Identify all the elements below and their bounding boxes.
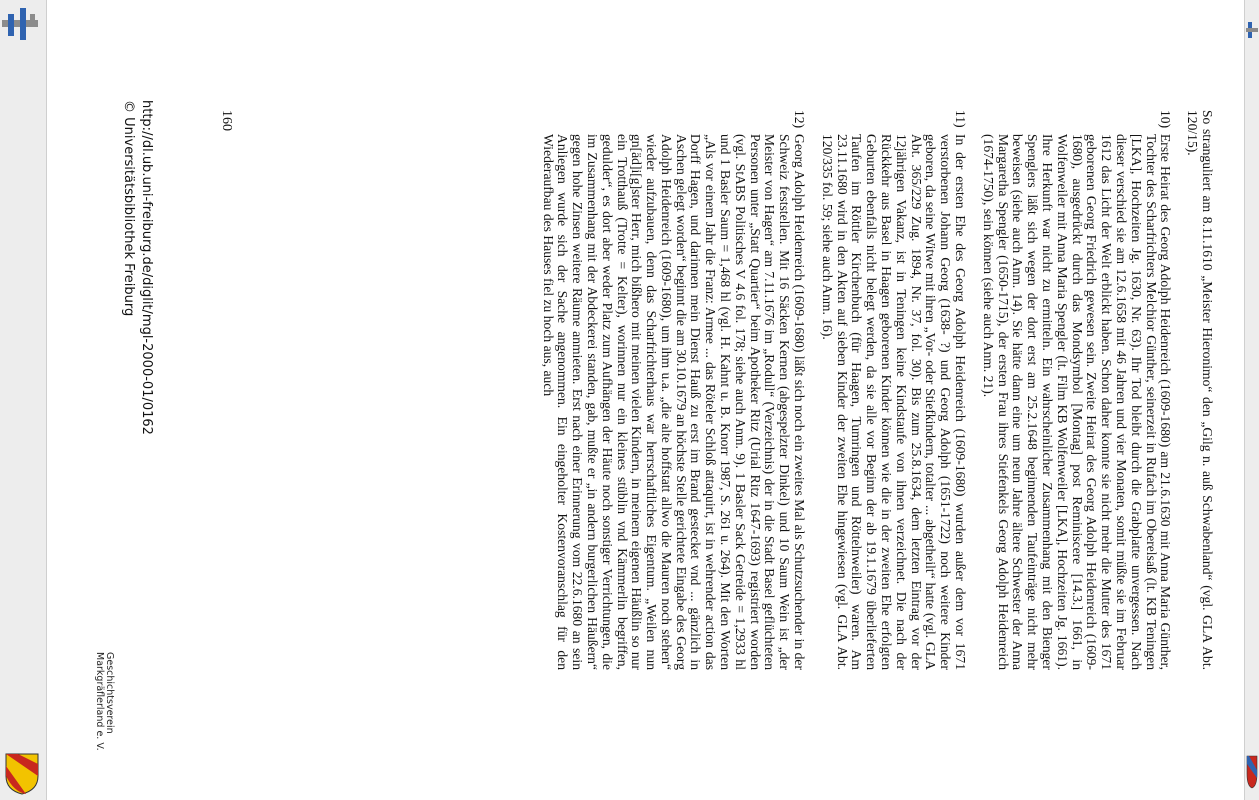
publisher-line-1: Geschichtsverein [104,652,115,734]
coat-of-arms-icon [2,752,42,796]
footnote-11 [819,110,967,670]
intro-paragraph: So stranguliert am 8.11.1610 „Meister Hieronimo“ den „Gilg n. auß Schwabenland“ (vgl. GLA Abt. 120/15). [1185,110,1215,670]
publisher-name [94,652,114,751]
ub-freiburg-logo-icon [1246,20,1258,40]
left-gutter [0,0,47,800]
footnote-12 [540,110,806,670]
rotated-page [64,10,1244,790]
footnote-number: 10) [1158,110,1174,129]
document-viewport[interactable] [64,10,1244,790]
page-text [527,110,1214,670]
permalink-url[interactable]: http://dl.ub.uni-freiburg.de/diglit/mgl-2000-01/0162 [139,100,154,435]
footnote-number: 12) [792,110,808,129]
footnote-number: 11) [953,110,969,128]
footnote-text: Georg Adolph Heidenreich (1609-1680) läßt sich noch ein zweites Mal als Schutzsuchender in der Schweiz feststellen. Mit 16 Säcken Kernen (abgespelzter Dinkel) und 10 Saum Wein ist „der Meister von Hagen“ am 7.11.1676 im „Rodull“ (Verzeichnis) der in die Stadt Basel geflüchteten Personen unter „Statt Quartier“ beim Apotheker Ritz (Urial Ritz 1647-1693) registriert worden (vgl. StABS Politisches V 4.6 fol. 178; siehe auch Anm. 9). 1 Basler Sack Getreide = 1,2933 hl und 1 Basler Saum = 1,468 hl (vgl. H. Kahnt u. B. Knorr 1987, S. 261 u. 264). Mit den Worten „Als vor einem Jahr die Franz: Armee ... das Röteler Schloß attaquirt, ist in wehrender action das Dorff Hagen, und darinnen mein Dienst Hauß zu erst im Brand gestecket vnd ... gänzlich in Aschen gelegt worden“ beginnt die am 30.10.1679 an höchste Stelle gerichtete Eingabe des Georg Adolph Heidenreich (1609-1680), um ihm u.a. „die alte hoffstatt allwo die Mauren noch stehen“ wieder aufzubauen, denn das Scharfrichterhaus war herrschaftliches Eigentum. „Weilen nun gn[äd]i[g]ster Herr, mich bißhero mit meinen vielen Kindern, in meinem eigenen Häußlin so nur ein Trotthauß (Trotte = Kelter), worinnen nur ein kleines stüblin vnd Kämmerlin begriffen, gedulder“, es dort aber weder Platz zum Aufhängen der Häute noch sonstiger Verrichtungen, die im Zusammenhang mit der Abdeckerei standen, gab, mußte er „in andern burgerlichen Häußern“ gegen hohe Zinsen weitere Räume anmieten. Erst nach einer Erinnerung vom 22.6.1680 an sein Anliegen wurde sich der Sache angenommen. Ein eingeholter Kostenvoranschlag für den Wiederaufbau des Hauses fiel zu hoch aus, auch [540,134,808,670]
right-gutter [1244,0,1259,800]
footnote-text: Erste Heirat des Georg Adolph Heidenreich (1609-1680) am 21.6.1630 mit Anna Maria Günther, Tochter des Scharfrichters Melchior Günther, seinerzeit in Rufach im Oberelsaß (lt. KB Teningen [LKA], Hochzeiten Jg. 1630, Nr. 63). Ihr Tod bleibt durch die Grabplatte unvergessen. Nach dieser verschied sie am 12.6.1658 mit 46 Jahren und vier Monaten, somit müßte sie im Februar 1612 das Licht der Welt erblickt haben. Schon daher konnte sie nicht mehr die Mutter des 1671 geborenen Georg Friedrich gewesen sein. Zweite Heirat des Georg Adolph Heidenreich (1609-1680), ausgedrückt durch das Mondsymbol [Montag] post Reminiscere [14.3.] 1661, in Wolfenweiler mit Anna Maria Spengler (lt. Film KB Wolfenweiler [LKA], Hochzeiten Jg. 1661). Ihre Herkunft war nicht zu ermitteln. Ein wahrscheinlicher Zusammenhang mit den Bienger Spenglers läßt sich wegen der dort erst am 25.2.1648 beginnenden Taufeinträge nicht mehr beweisen (siehe auch Anm. 14). Sie hätte dann eine um neun Jahre ältere Schwester der Anna Margaretha Spengler (1650-1715), der ersten Frau ihres Stiefenkels Georg Adolph Heidenreich (1674-1750), sein können (siehe auch Anm. 21). [980,134,1174,670]
ub-freiburg-logo-icon [2,6,38,46]
footnote-10 [980,110,1172,670]
footnote-text: In der ersten Ehe des Georg Adolph Heidenreich (1609-1680) wurden außer dem vor 1671 verstorbenen Johann Georg (1638- ?) und Georg Adolph (1651-1722) noch weitere Kinder geboren, da seine Witwe mit ihren „Vor- oder Stiefkindern, totalter ... abgetheilt“ hatte (vgl. GLA Abt. 365/229 Zug. 1894, Nr. 37, fol. 30). Bis zum 25.8.1634, dem letzten Eintrag vor der 12jährigen Vakanz, ist in Teningen keine Kindstaufe von ihnen verzeichnet. Die nach der Rückkehr aus Basel in Haagen geborenen Kinder können wie die in der zweiten Ehe erfolgten Geburten ebenfalls nicht belegt werden, da sie alle vor Beginn der ab 19.1.1679 überlieferten Taufen im Röttler Kirchenbuch (für Haagen, Tumringen und Röttelnweiler) waren. Am 23.11.1680 wird in den Akten auf sieben Kinder der zweiten Ehe hingewiesen (vgl. GLA Abt. 120/335 fol. 59; siehe auch Anm. 16). [819,134,969,670]
copyright-notice: © Universitätsbibliothek Freiburg [121,100,136,317]
publisher-line-2: Markgräflerland e. V. [94,652,105,751]
coat-of-arms-icon [1246,754,1258,790]
page-number: 160 [219,110,234,131]
